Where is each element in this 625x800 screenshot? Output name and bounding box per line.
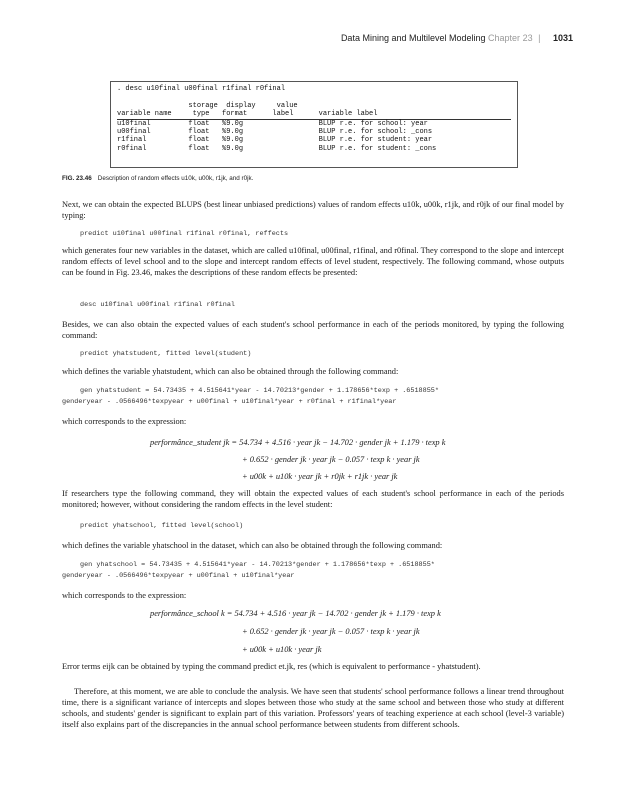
running-header: [341, 33, 573, 43]
header-title: Data Mining and Multilevel Modeling: [340, 33, 486, 43]
equation-school-line-2: + 0.652 · gender jk · year jk − 0.057 · texp k · year jk: [242, 627, 420, 636]
console-header-2: variable name type format label variable label: [117, 110, 378, 119]
equation-student-line-3: + u00k + u10k · year jk + r0jk + r1jk · year jk: [242, 472, 398, 481]
page-number: 1031: [552, 33, 573, 43]
figure-label: FIG. 23.46: [62, 175, 92, 182]
paragraph-6: If researchers type the following command, they will obtain the expected values of each student's school performance in each of the periods monitored; however, without considering the random effects in the level student:: [62, 489, 564, 509]
console-row: u10final float %9.0g BLUP r.e. for school: year: [117, 119, 428, 128]
paragraph-9: Error terms eijk can be obtained by typing the command predict et.jk, res (which is equivalent to performance - yhatstudent).: [62, 662, 481, 671]
header-chapter: Chapter: [488, 33, 521, 43]
equation-school-line-3: + u00k + u10k · year jk: [242, 645, 322, 654]
paragraph-5: which corresponds to the expression:: [62, 417, 187, 426]
console-header-1: storage display value: [117, 101, 298, 110]
console-row: r1final float %9.0g BLUP r.e. for student: year: [117, 136, 433, 145]
code-desc: desc u10final u00final r1final r0final: [80, 301, 235, 309]
code-gen-school-1: gen yhatschool = 54.73435 + 4.515641*year - 14.70213*gender + 1.178656*texp + .6518855*: [80, 561, 435, 569]
paragraph-3: Besides, we can also obtain the expected values of each student's school performance in each of the periods monitored, by typing the following command:: [62, 320, 564, 340]
code-predict-reffects: predict u10final u00final r1final r0final, reffects: [80, 230, 289, 238]
code-predict-school: predict yhatschool, fitted level(school): [80, 522, 244, 530]
paragraph-10: Therefore, at this moment, we are able to conclude the analysis. We have seen that students' school performance follows a linear trend throughout time, there is a significant variance of intercepts and slopes between those who study at the same school and between those who study at different schools, and students' gender is significant to explain part of this variation. Professors' years of teaching experience at each school (level-3 variable) itself also explains part of the discrepancies in the annual school performance between students from different schools.: [62, 687, 564, 729]
console-command: . desc u10final u00final r1final r0final: [117, 85, 286, 93]
console-row: u00final float %9.0g BLUP r.e. for school: _cons: [117, 128, 433, 137]
code-predict-student: predict yhatstudent, fitted level(student): [80, 350, 252, 358]
paragraph-4: which defines the variable yhatstudent, which can also be obtained through the following command:: [62, 367, 399, 376]
paragraph-1: Next, we can obtain the expected BLUPS (best linear unbiased predictions) values of random effects u10k, u00k, r1jk, and r0jk of our final model by typing:: [62, 200, 564, 220]
equation-student-line-1: performâncе_student jk = 54.734 + 4.516 · year jk − 14.702 · gender jk + 1.179 · texp k: [150, 438, 446, 447]
header-separator: |: [538, 33, 541, 43]
code-gen-student-1: gen yhatstudent = 54.73435 + 4.515641*year - 14.70213*gender + 1.178656*texp + .6518855*: [80, 387, 439, 395]
paragraph-2: which generates four new variables in the dataset, which are called u10final, u00final, r1final, and r0final. They correspond to the slope and intercept random effects of level school and to the slope and intercept random effects of level student, respectively. The following command, whose outputs can be found in Fig. 23.46, makes the descriptions of these random effects be presented:: [62, 246, 564, 277]
console-row: r0final float %9.0g BLUP r.e. for student: _cons: [117, 144, 437, 153]
stata-output-box: [110, 81, 518, 168]
figure-caption-text: Description of random effects u10k, u00k, r1jk, and r0jk.: [97, 175, 254, 182]
header-chapter-num: 23: [522, 33, 533, 43]
code-gen-school-2: genderyear - .0566496*texpyear + u00final + u10final*year: [62, 572, 295, 580]
paragraph-8: which corresponds to the expression:: [62, 591, 187, 600]
code-gen-student-2: genderyear - .0566496*texpyear + u00final + u10final*year + r0final + r1final*year: [62, 398, 397, 406]
equation-student-line-2: + 0.652 · gender jk · year jk − 0.057 · texp k · year jk: [242, 455, 420, 464]
figure-caption: [62, 175, 253, 182]
paragraph-7: which defines the variable yhatschool in the dataset, which can also be obtained through the following command:: [62, 541, 443, 550]
equation-school-line-1: performânce_school k = 54.734 + 4.516 · year jk − 14.702 · gender jk + 1.179 · texp k: [150, 609, 441, 618]
